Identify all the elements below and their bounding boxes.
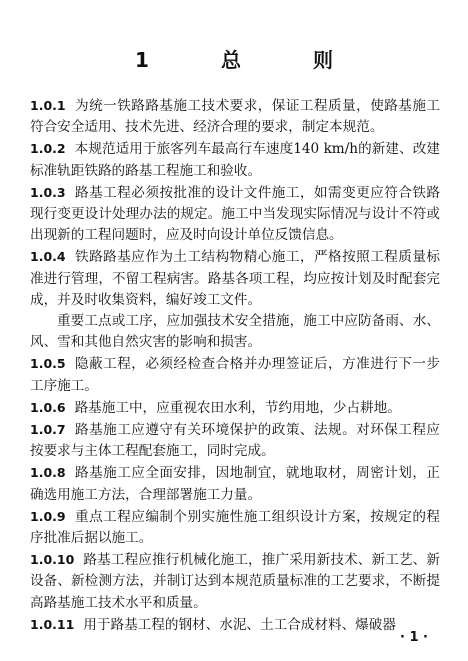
clause-1-0-4-continuation	[30, 311, 440, 353]
clause-1-0-8	[30, 462, 440, 505]
clause-number: 1.0.4	[30, 249, 66, 265]
clause-number: 1.0.2	[30, 141, 66, 157]
clause-text: 路基工程必须按批准的设计文件施工，如需变更应符合铁路现行变更设计处理办法的规定。施工中当发现实际情况与设计不符或出现新的工程问题时，应及时向设计单位反馈信息。	[30, 184, 440, 244]
clause-text: 铁路路基应作为土工结构物精心施工，严格按照工程质量标准进行管理，不留工程病害。路基各项工程，均应按计划及时配套完成，并及时收集资料，编好竣工文件。	[30, 249, 440, 308]
clause-text: 路基施工应全面安排，因地制宜，就地取材，周密计划，正确选用施工方法，合理部署施工力量。	[30, 465, 440, 503]
clause-number: 1.0.11	[30, 616, 75, 632]
clause-1-0-10	[30, 549, 440, 614]
clause-number: 1.0.5	[30, 356, 66, 372]
clause-text: 重要工点或工序，应加强技术安全措施，施工中应防备雨、水、风、雪和其他自然灾害的影响和损害。	[30, 313, 440, 351]
clause-1-0-1	[30, 95, 440, 138]
clause-text: 路基施工应遵守有关环境保护的政策、法规。对环保工程应按要求与主体工程配套施工，同时完成。	[30, 422, 440, 460]
page-number: · 1 ·	[400, 630, 428, 645]
chapter-title: 1 总 则	[135, 48, 359, 72]
clause-list	[30, 95, 440, 636]
clause-number: 1.0.8	[30, 465, 66, 481]
clause-text: 重点工程应编制个别实施性施工组织设计方案，按规定的程序批准后据以施工。	[30, 508, 440, 547]
clause-1-0-7	[30, 419, 440, 462]
clause-text: 路基施工中，应重视农田水利，节约用地，少占耕地。	[74, 399, 401, 416]
clause-1-0-4	[30, 246, 440, 311]
clause-1-0-5	[30, 353, 440, 396]
clause-text: 为统一铁路路基施工技术要求，保证工程质量，使路基施工符合安全适用、技术先进、经济合理的要求，制定本规范。	[30, 98, 440, 136]
clause-1-0-3	[30, 182, 440, 247]
clause-1-0-9	[30, 506, 440, 549]
clause-text: 用于路基工程的钢材、水泥、土工合成材料、爆破器	[83, 616, 396, 633]
clause-1-0-11	[30, 614, 440, 636]
clause-text: 路基工程应推行机械化施工，推广采用新技术、新工艺、新设备、新检测方法，并制订达到本规范质量标准的工艺要求，不断提高路基施工技术水平和质量。	[30, 552, 440, 611]
clause-text: 隐蔽工程，必须经检查合格并办理签证后，方准进行下一步工序施工。	[30, 356, 440, 394]
clause-1-0-2	[30, 138, 440, 181]
clause-1-0-6	[30, 397, 440, 419]
clause-number: 1.0.1	[30, 98, 66, 113]
clause-number: 1.0.7	[30, 422, 66, 438]
clause-number: 1.0.6	[30, 399, 66, 415]
clause-text: 本规范适用于旅客列车最高行车速度140 km/h的新建、改建标准轨距铁路的路基工程施工和验收。	[30, 141, 440, 179]
clause-number: 1.0.3	[30, 184, 66, 200]
clause-number: 1.0.10	[30, 552, 75, 568]
clause-number: 1.0.9	[30, 508, 66, 524]
